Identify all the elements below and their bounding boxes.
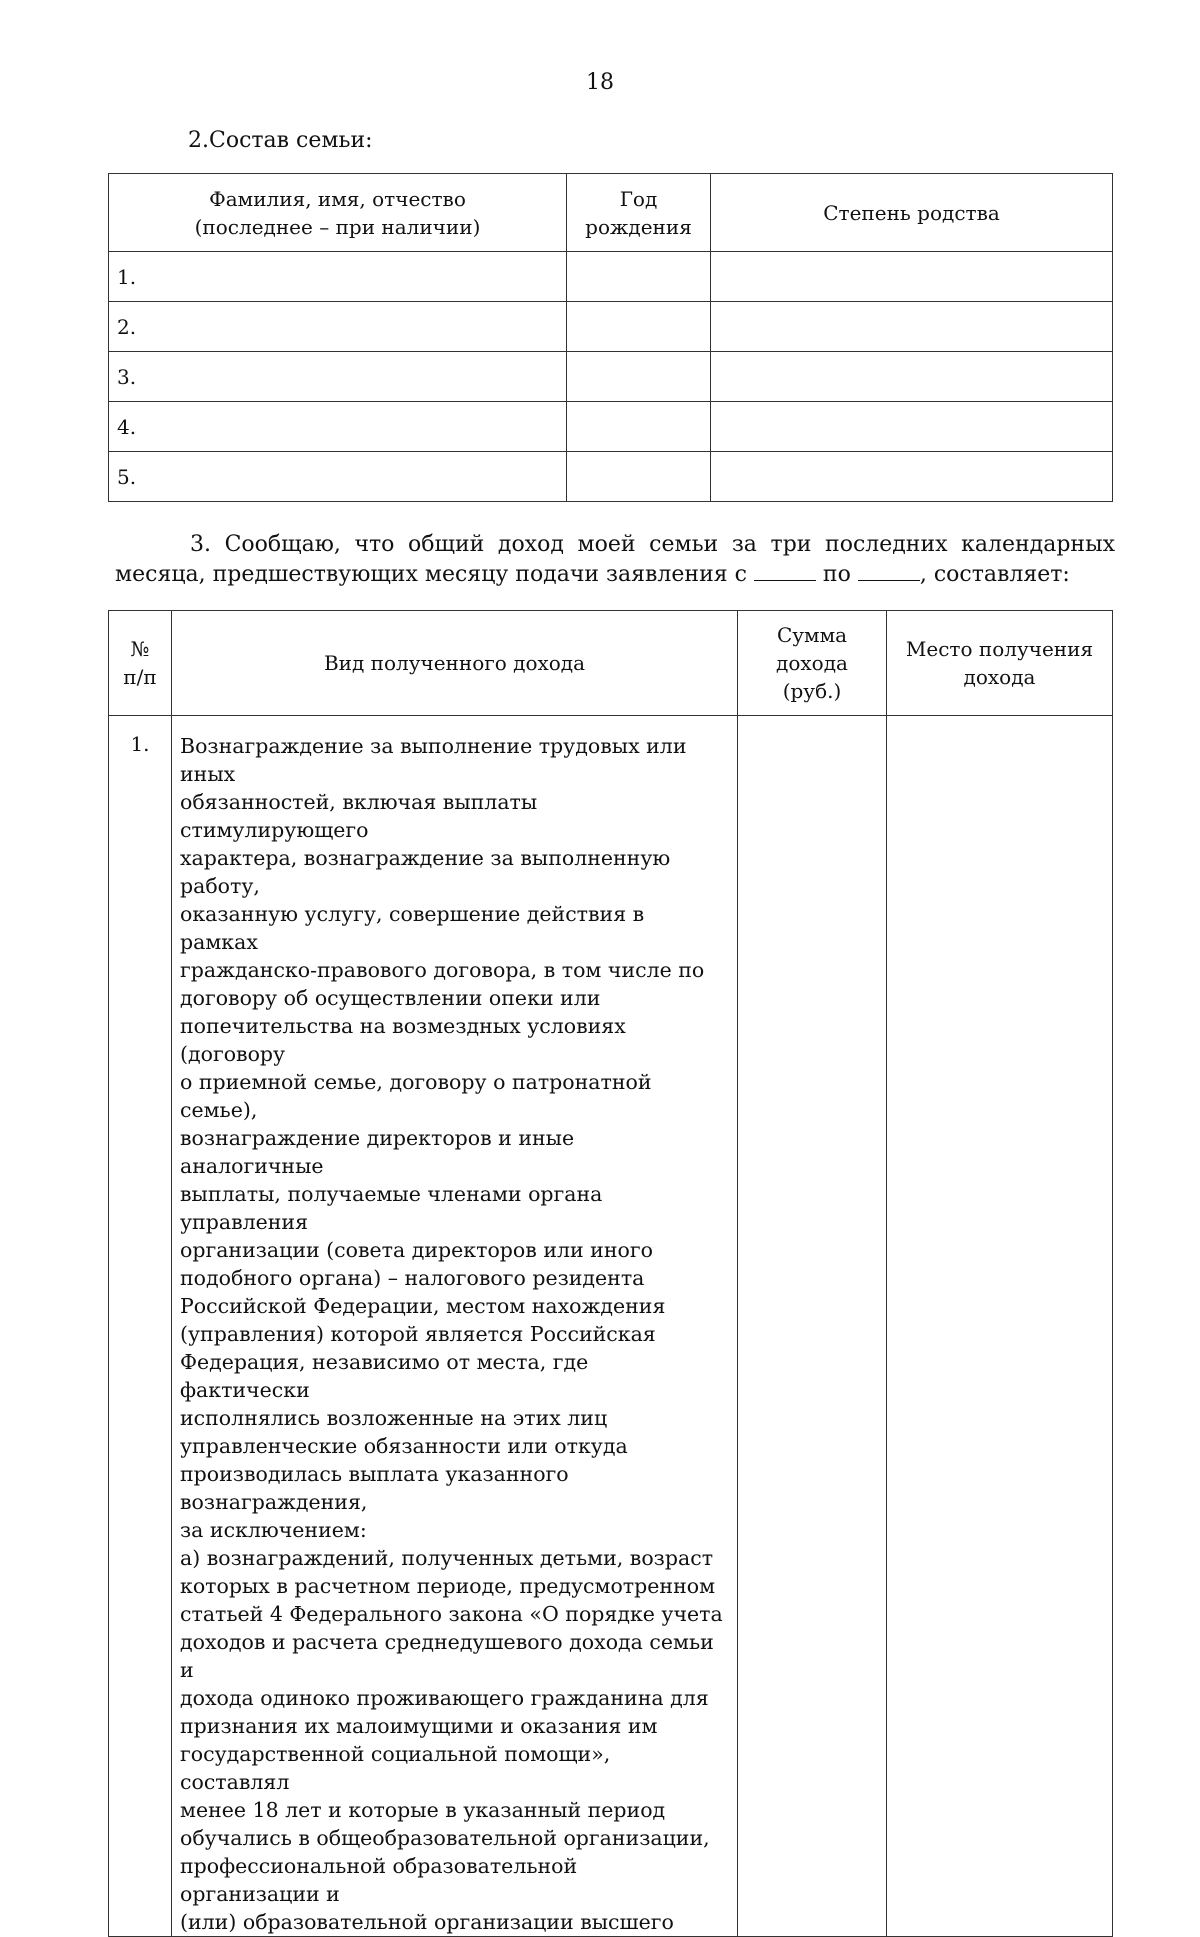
- row-number[interactable]: 3.: [109, 352, 567, 402]
- amount-cell[interactable]: [738, 716, 887, 1937]
- birth-year-cell[interactable]: [567, 352, 711, 402]
- relation-cell[interactable]: [711, 252, 1113, 302]
- column-header-birth-year: Год рождения: [567, 174, 711, 252]
- place-cell[interactable]: [887, 716, 1113, 1937]
- income-text-after: , составляет:: [919, 562, 1070, 587]
- date-from-blank[interactable]: [754, 560, 816, 581]
- row-number[interactable]: 1.: [109, 252, 567, 302]
- income-text-po: по: [815, 562, 858, 587]
- table-row: [109, 352, 1113, 402]
- row-number[interactable]: 2.: [109, 302, 567, 352]
- table-row: [109, 252, 1113, 302]
- relation-cell[interactable]: [711, 452, 1113, 502]
- table-row: [109, 452, 1113, 502]
- row-number[interactable]: 5.: [109, 452, 567, 502]
- column-header-income-type: Вид полученного дохода: [172, 611, 738, 716]
- page-number: 18: [586, 70, 614, 95]
- relation-cell[interactable]: [711, 402, 1113, 452]
- income-type-description: Вознаграждение за выполнение трудовых или иных обязанностей, включая выплаты стимулирующего характера, вознаграждение за выполненную работу, оказанную услугу, совершение действия в рамках гражданско-правового договора, в том числе по договору об осуществлении опеки или попечительства на возмездных условиях (договору о приемной семье, договору о патронатной семье), вознаграждение директоров и иные аналогичные выплаты, получаемые членами органа управления организации (совета директоров или иного подобного органа) – налогового резидента Российской Федерации, местом нахождения (управления) которой является Российская Федерация, независимо от места, где фактически исполнялись возложенные на этих лиц управленческие обязанности или откуда производилась выплата указанного вознаграждения, за исключением: а) вознаграждений, полученных детьми, возраст которых в расчетном периоде, предусмотренном статьей 4 Федерального закона «О порядке учета доходов и расчета среднедушевого дохода семьи и дохода одиноко проживающего гражданина для признания их малоимущими и оказания им государственной социальной помощи», составлял менее 18 лет и которые в указанный период обучались в общеобразовательной организации, профессиональной образовательной организации и (или) образовательной организации высшего: [172, 716, 738, 1937]
- birth-year-cell[interactable]: [567, 452, 711, 502]
- relation-cell[interactable]: [711, 352, 1113, 402]
- column-header-number: № п/п: [109, 611, 172, 716]
- section-heading-family: 2.Состав семьи:: [188, 128, 373, 153]
- column-header-amount: Сумма дохода (руб.): [738, 611, 887, 716]
- family-table-header: [109, 174, 1113, 252]
- column-header-name: Фамилия, имя, отчество (последнее – при наличии): [109, 174, 567, 252]
- relation-cell[interactable]: [711, 302, 1113, 352]
- income-table-header: [109, 611, 1113, 716]
- birth-year-cell[interactable]: [567, 402, 711, 452]
- date-to-blank[interactable]: [858, 560, 920, 581]
- column-header-relation: Степень родства: [711, 174, 1113, 252]
- family-table: [108, 173, 1113, 502]
- table-row: [109, 402, 1113, 452]
- column-header-place: Место получения дохода: [887, 611, 1113, 716]
- row-number[interactable]: 4.: [109, 402, 567, 452]
- table-row: [109, 302, 1113, 352]
- table-row: [109, 716, 1113, 1937]
- income-table: [108, 610, 1113, 1937]
- income-statement-paragraph: [115, 530, 1115, 590]
- birth-year-cell[interactable]: [567, 302, 711, 352]
- row-number: 1.: [109, 716, 172, 1937]
- birth-year-cell[interactable]: [567, 252, 711, 302]
- income-text-before: 3. Сообщаю, что общий доход моей семьи за три последних календарных месяца, предшествующих месяцу подачи заявления с: [115, 532, 1115, 587]
